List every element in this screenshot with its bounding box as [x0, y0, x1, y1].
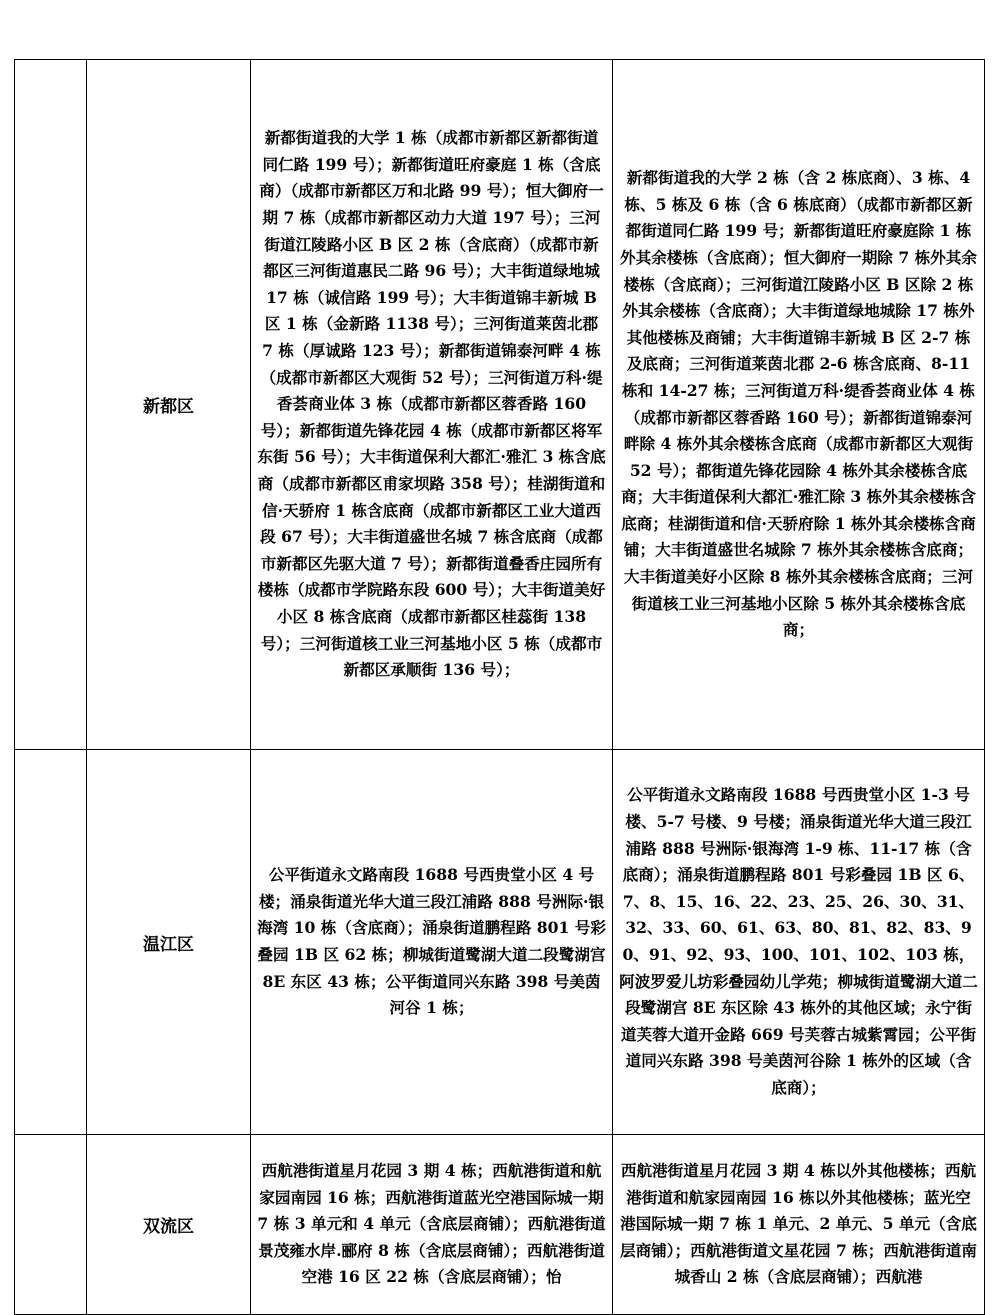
table-row [15, 1135, 985, 1315]
district-name-cell: 双流区 [87, 1135, 251, 1315]
other-area-text: 西航港街道星月花园 3 期 4 栋以外其他楼栋；西航港街道和航家园南园 16 栋以外其他楼栋；蓝光空港国际城一期 7 栋 1 单元、2 单元、5 单元（含底层商铺）；西航港街道文星花园 7 栋；西航港街道南城香山 2 栋（含底层商铺）；西航港 [620, 1161, 977, 1287]
partial-area-cell [251, 60, 613, 750]
partial-area-cell [251, 750, 613, 1135]
partial-area-text: 公平街道永文路南段 1688 号西贵堂小区 4 号楼；涌泉街道光华大道三段江浦路 888 号洲际·银海湾 10 栋（含底商）；涌泉街道鹏程路 801 号彩叠园 1B 区 62 栋；柳城街道鹭湖大道二段鹭湖宫 8E 东区 43 栋；公平街道同兴东路 398 号美茵河谷 1 栋； [257, 865, 606, 1018]
merged-blank-cell [15, 750, 87, 1135]
other-area-text: 公平街道永文路南段 1688 号西贵堂小区 1-3 号楼、5-7 号楼、9 号楼；涌泉街道光华大道三段江浦路 888 号洲际·银海湾 1-9 栋、11-17 栋（含底商）；涌泉街道鹏程路 801 号彩叠园 1B 区 6、7、8、15、16、22、23、25、26、30、31、32、33、60、61、63、80、81、82、83、90、91、92、93、100、101、102、103 栋，阿波罗爱儿坊彩叠园幼儿学苑；柳城街道鹭湖大道二段鹭湖宫 8E 东区除 43 栋外的其他区域；永宁街道芙蓉大道开金路 669 号芙蓉古城紫霄园；公平街道同兴东路 398 号美茵河谷除 1 栋外的区域（含底商）； [619, 785, 978, 1097]
merged-blank-cell [15, 1135, 87, 1315]
district-name-cell: 新都区 [87, 60, 251, 750]
partial-area-text: 西航港街道星月花园 3 期 4 栋；西航港街道和航家园南园 16 栋；西航港街道蓝光空港国际城一期 7 栋 3 单元和 4 单元（含底层商铺）；西航港街道景茂雍水岸.郦府 8 栋（含底层商铺）；西航港街道空港 16 区 22 栋（含底层商铺）；怡 [257, 1161, 606, 1287]
partial-area-cell [251, 1135, 613, 1315]
table-row [15, 60, 985, 750]
other-area-cell [613, 1135, 985, 1315]
other-area-cell [613, 750, 985, 1135]
partial-area-text: 新都街道我的大学 1 栋（成都市新都区新都街道同仁路 199 号）；新都街道旺府豪庭 1 栋（含底商）（成都市新都区万和北路 99 号）；恒大御府一期 7 栋（成都市新都区动力大道 197 号）；三河街道江陵路小区 B 区 2 栋（含底商）（成都市新都区三河街道惠民二路 96 号）；大丰街道绿地城 17 栋（诚信路 199 号）；大丰街道锦丰新城 B 区 1 栋（金新路 1138 号）；三河街道莱茵北郡 7 栋（厚诚路 123 号）；新都街道锦泰河畔 4 栋（成都市新都区大观街 52 号）；三河街道万科·缇香荟商业体 3 栋（成都市新都区蓉香路 160 号）；新都街道先锋花园 4 栋（成都市新都区将军东街 56 号）；大丰街道保利大都汇·雅汇 3 栋含底商（成都市新都区甫家坝路 358 号）；桂湖街道和信·天骄府 1 栋含底商（成都市新都区工业大道西段 67 号）；大丰街道盛世名城 7 栋含底商（成都市新都区先驱大道 7 号）；新都街道叠香庄园所有楼栋（成都市学院路东段 600 号）；大丰街道美好小区 8 栋含底商（成都市新都区桂蕊街 138 号）；三河街道核工业三河基地小区 5 栋（成都市新都区承顺街 136 号）； [257, 128, 606, 680]
other-area-cell [613, 60, 985, 750]
district-name-cell: 温江区 [87, 750, 251, 1135]
merged-blank-cell [15, 60, 87, 750]
table-row [15, 750, 985, 1135]
district-table [14, 59, 985, 1315]
other-area-text: 新都街道我的大学 2 栋（含 2 栋底商）、3 栋、4 栋、5 栋及 6 栋（含 6 栋底商）（成都市新都区新都街道同仁路 199 号；新都街道旺府豪庭除 1 栋外其余楼栋（含底商）；恒大御府一期除 7 栋外其余楼栋（含底商）；三河街道江陵路小区 B 区除 2 栋外其余楼栋（含底商）；大丰街道绿地城除 17 栋外其他楼栋及商铺；大丰街道锦丰新城 B 区 2-7 栋及底商；三河街道莱茵北郡 2-6 栋含底商、8-11 栋和 14-27 栋；三河街道万科·缇香荟商业体 4 栋（成都市新都区蓉香路 160 号）；新都街道锦泰河畔除 4 栋外其余楼栋含底商（成都市新都区大观街 52 号）；都街道先锋花园除 4 栋外其余楼栋含底商；大丰街道保利大都汇·雅汇除 3 栋外其余楼栋含底商；桂湖街道和信·天骄府除 1 栋外其余楼栋含商铺；大丰街道盛世名城除 7 栋外其余楼栋含底商；大丰街道美好小区除 8 栋外其余楼栋含底商；三河街道核工业三河基地小区除 5 栋外其余楼栋含底商； [620, 168, 977, 640]
